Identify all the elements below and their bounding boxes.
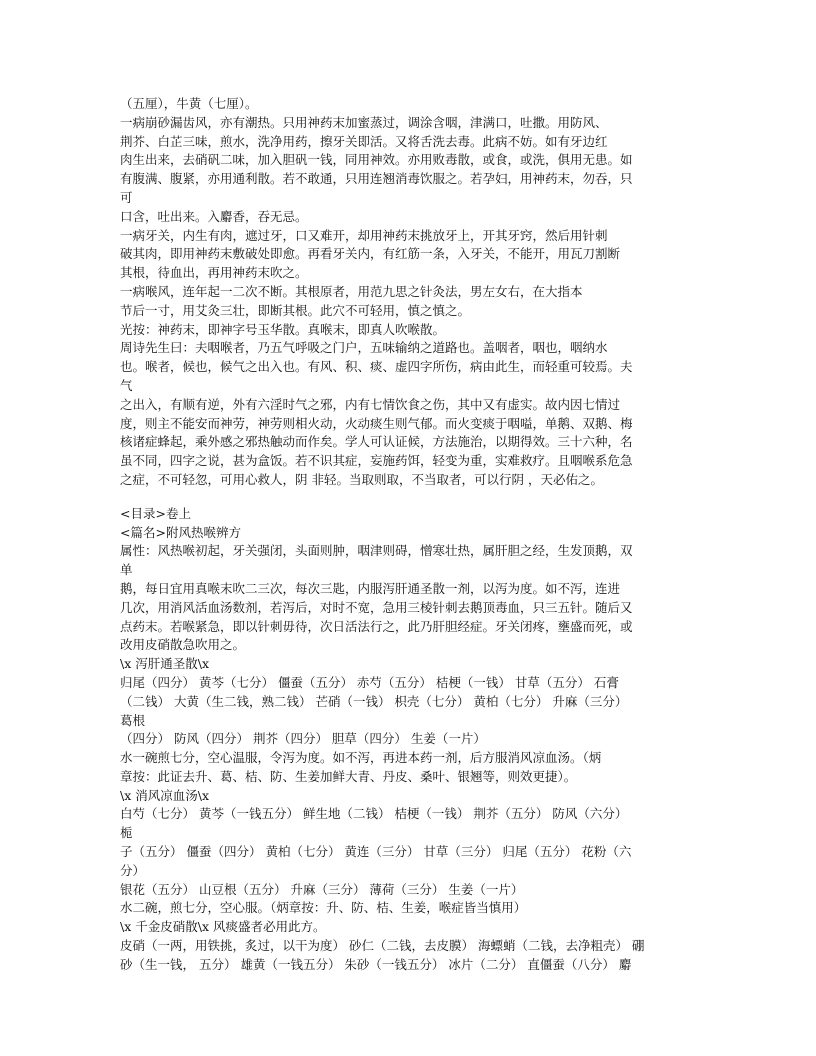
text-line: 有腹满、腹紧，亦用通利散。若不敢通，只用连翘消毒饮服之。若孕妇，用神药末，勿吞，只 xyxy=(120,171,633,187)
text-line: 之出入，有顺有逆，外有六淫时气之邪，内有七情饮食之伤，其中又有虚实。故内因七情过 xyxy=(120,396,621,412)
text-line: 气 xyxy=(120,377,133,393)
text-line: \x 消风凉血汤\x xyxy=(120,787,209,803)
text-line: 荆芥、白芷三味，煎水，洗净用药，擦牙关即活。又将舌洗去毒。此病不妨。如有牙边红 xyxy=(120,133,608,149)
text-line: 也。喉者，候也，候气之出入也。有风、积、痰、虚四字所伤，病由此生，而轻重可较焉。夫 xyxy=(120,359,633,375)
text-line: 光按：神药末，即神字号玉华散。真喉末，即真人吹喉散。 xyxy=(120,321,446,337)
text-line: （二钱） 大黄（生二钱，熟二钱） 芒硝（一钱） 枳壳（七分） 黄柏（七分） 升麻（三分） xyxy=(120,693,628,709)
text-line: 分） xyxy=(120,862,146,878)
text-line: （五厘），牛黄（七厘）。 xyxy=(120,96,258,111)
text-line: \x 千金皮硝散\x 风痰盛者必用此方。 xyxy=(120,919,326,935)
text-line: 度，则主不能安而神劳，神劳则相火动，火动痰生则气郁。而火变痰于咽嗌，单鹅、双鹅、梅 xyxy=(120,415,633,431)
text-line: 银花（五分） 山豆根（五分） 升麻（三分） 薄荷（三分） 生姜（一片） xyxy=(120,881,524,897)
text-line: <目录>卷上 xyxy=(120,505,191,521)
text-line: 口含，吐出来。入麝香，吞无忌。 xyxy=(120,208,308,224)
text-line: 水二碗，煎七分，空心服。（炳章按：升、防、桔、生姜，喉症皆当慎用） xyxy=(120,900,527,916)
text-line: \x 泻肝通圣散\x xyxy=(120,656,209,672)
text-line: 其根，待血出，再用神药末吹之。 xyxy=(120,265,308,281)
text-line: 属性：风热喉初起，牙关强闭，头面则肿，咽津则碍，憎寒壮热，属肝胆之经，生发顶鹅，双 xyxy=(120,543,633,559)
text-line: 可 xyxy=(120,189,133,205)
text-line: 周诗先生曰：夫咽喉者，乃五气呼吸之门户，五味输纳之道路也。盖咽者，咽也，咽纳水 xyxy=(120,340,608,356)
text-line: 一病喉风，连年起一二次不断。其根原者，用范九思之针灸法，男左女右，在大指本 xyxy=(120,283,583,299)
text-line: 皮硝（一两，用铁挑，炙过，以干为度） 砂仁（二钱，去皮膜） 海螵蛸（二钱，去净粗壳） 硼 xyxy=(120,938,645,954)
text-line: 鹅，每日宜用真喉末吹二三次，每次三匙，内服泻肝通圣散一剂，以泻为度。如不泻，连进 xyxy=(120,580,621,596)
text-line: 砂（生一钱， 五分） 雄黄（一钱五分） 朱砂（一钱五分） 冰片（二分） 直僵蚕（八分） 麝 xyxy=(120,956,632,972)
text-line: 栀 xyxy=(120,825,133,841)
text-line: 核诸症蜂起，乘外感之邪热触动而作矣。学人可认证候，方法施治，以期得效。三十六种，名 xyxy=(120,434,633,450)
text-line: 子（五分） 僵蚕（四分） 黄柏（七分） 黄连（三分） 甘草（三分） 归尾（五分） 花粉（六 xyxy=(120,844,632,860)
text-line: 单 xyxy=(120,562,133,578)
text-line: <篇名>附风热喉辨方 xyxy=(120,524,241,540)
text-line: 肉生出来，去硝矾二味，加入胆矾一钱，同用神效。亦用败毒散，或食，或洗，俱用无患。如 xyxy=(120,152,633,168)
text-line: 改用皮硝散急吹用之。 xyxy=(120,637,246,653)
text-line: 虽不同，四字之说，甚为盒饭。若不识其症，妄施药饵，轻变为重，实难救疗。且咽喉系危急 xyxy=(120,453,633,469)
text-line: 水一碗煎七分，空心温服，令泻为度。如不泻，再进本药一剂，后方服消风凉血汤。（炳 xyxy=(120,750,602,766)
text-line: （四分） 防风（四分） 荆芥（四分） 胆草（四分） 生姜（一片） xyxy=(120,731,486,747)
text-section-fengre-hou xyxy=(120,505,696,975)
text-line: 葛根 xyxy=(120,712,146,728)
text-line: 归尾（四分） 黄芩（七分） 僵蚕（五分） 赤芍（五分） 桔梗（一钱） 甘草（五分） 石膏 xyxy=(120,674,619,690)
text-line: 点药末。若喉紧急，即以针刺毋待，次日活法行之，此乃肝胆经症。牙关闭疼，壅盛而死，或 xyxy=(120,618,633,634)
text-line: 一病牙关，内生有肉，遮过牙，口又难开，却用神药末挑放牙上，开其牙窍，然后用针刺 xyxy=(120,227,608,243)
text-section-main xyxy=(120,95,696,490)
text-line: 破其肉，即用神药末敷破处即愈。再看牙关内，有红筋一条，入牙关，不能开，用瓦刀割断 xyxy=(120,246,621,262)
text-line: 章按：此证去升、葛、桔、防、生姜加鲜大青、丹皮、桑叶、银翘等，则效更捷）。 xyxy=(120,768,577,784)
section-gap xyxy=(120,490,696,505)
text-line: 节后一寸，用艾灸三壮，即断其根。此穴不可轻用，慎之慎之。 xyxy=(120,302,471,318)
text-line: 几次，用消风活血汤数剂，若泻后，对时不宽，急用三棱针刺去鹅顶毒血，只三五针。随后又 xyxy=(120,599,633,615)
text-line: 白芍（七分） 黄芩（一钱五分） 鲜生地（二钱） 桔梗（一钱） 荆芥（五分） 防风（六分） xyxy=(120,806,628,822)
text-line: 之症，不可轻忽，可用心救人，阴 非轻。当取则取，不当取者，可以行阴 ，天必佑之。 xyxy=(120,471,603,487)
text-line: 一病崩砂漏齿风，亦有潮热。只用神药末加蜜蒸过，调涂含咽，津满口，吐撒。用防风、 xyxy=(120,114,608,130)
